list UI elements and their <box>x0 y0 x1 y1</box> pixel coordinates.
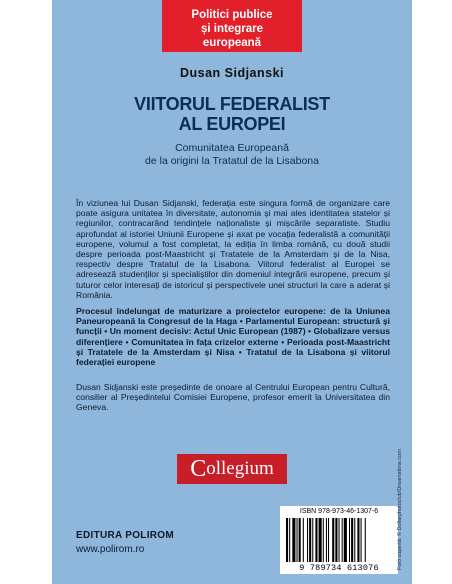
logo-initial: C <box>190 455 207 482</box>
barcode-icon <box>284 518 394 562</box>
series-label <box>162 0 302 52</box>
author-name: Dusan Sidjanski <box>179 66 285 80</box>
contents-paragraph: Procesul îndelungat de maturizare a proiectelor europene: de la Uniunea Paneuropeană la Congresul de la Haga • Parlamentul European: structură și funcții • Un moment decisiv: Actul Unic European (1987) • Globalizare versus diferențiere • Comunitatea în fața crizelor externe • Perioada post-Maastricht și Tratatele de la Amsterdam și Nisa • Tratatul de la Lisabona și viitorul federației europene <box>76 306 390 368</box>
title-line-2: AL EUROPEI <box>178 114 286 134</box>
collegium-logo <box>177 454 287 484</box>
publisher-website: www.polirom.ro <box>76 544 145 555</box>
photo-credit: Foto copertă: © Dollarphotoclub/Dreamstime.com <box>397 449 403 570</box>
series-line-1: Politici publice <box>191 9 273 21</box>
logo-rest: ollegium <box>206 458 274 479</box>
publisher-name: EDITURA POLIROM <box>76 530 175 541</box>
series-line-2: și integrare europeană <box>201 23 263 49</box>
subtitle-line-1: Comunitatea Europeană <box>175 142 289 154</box>
book-title <box>52 94 412 134</box>
book-subtitle <box>52 142 412 168</box>
book-back-cover <box>52 0 412 584</box>
isbn-barcode-box <box>280 506 398 574</box>
isbn-label: ISBN 978-973-46-1307-6 <box>299 508 379 515</box>
author-bio-paragraph: Dusan Sidjanski este președinte de onoare al Centrului European pentru Cultură, consilier al Președintelui Comisiei Europene, profesor emerit la Universitatea din Geneva. <box>76 382 390 413</box>
intro-paragraph: În viziunea lui Dusan Sidjanski, federația este singura formă de organizare care poate asigura unitatea în diversitate, autonomia și mai ales identitatea statelor și regiunilor, contracarând tendințele naționaliste și mișcările separatiste. Studiu aprofundat al istoriei Uniunii Europene și axat pe vocația federalistă a comunității europene, volumul a fost completat, la ediția în limba română, cu două studii despre perioada post-Maastricht și Tratatele de la Amsterdam și de la Nisa, respectiv despre Tratatul de la Lisabona. Viitorul federalist al Europei se adresează studenților și specialiștilor din domeniul integrării europene, precum și tuturor celor interesați de istoricul și perspectivele unei structuri la care a aderat și România. <box>76 198 390 300</box>
title-line-1: VIITORUL FEDERALIST <box>134 94 330 114</box>
subtitle-line-2: de la origini la Tratatul de la Lisabona <box>145 155 319 167</box>
isbn-digits: 9 789734 613076 <box>299 563 379 573</box>
